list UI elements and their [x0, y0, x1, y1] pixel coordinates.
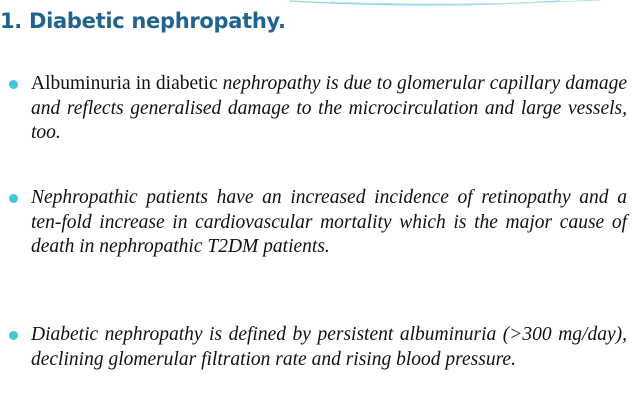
slide-title: 1. Diabetic nephropathy. [0, 9, 286, 33]
bullet-item [31, 323, 627, 372]
bullet-dot-icon [9, 80, 18, 89]
bullet-lead-text: Albuminuria in diabetic [31, 73, 223, 94]
bullet-italic-text: nephropathy is due to glomerular capillary damage and reflects generalised damage to the microcirculation and large vessels, too. [31, 73, 627, 143]
bullet-italic-text: Nephropathic patients have an increased incidence of retinopathy and a ten-fold increase in cardiovascular mortality which is the major cause of death in nephropathic T2DM patients. [31, 187, 627, 257]
bullet-dot-icon [9, 194, 18, 203]
bullet-italic-text: Diabetic nephropathy is defined by persistent albuminuria (>300 mg/day), declining glomerular filtration rate and rising blood pressure. [31, 324, 627, 370]
bullet-item [31, 72, 627, 146]
bullet-item [31, 186, 627, 260]
bullet-dot-icon [9, 331, 18, 340]
